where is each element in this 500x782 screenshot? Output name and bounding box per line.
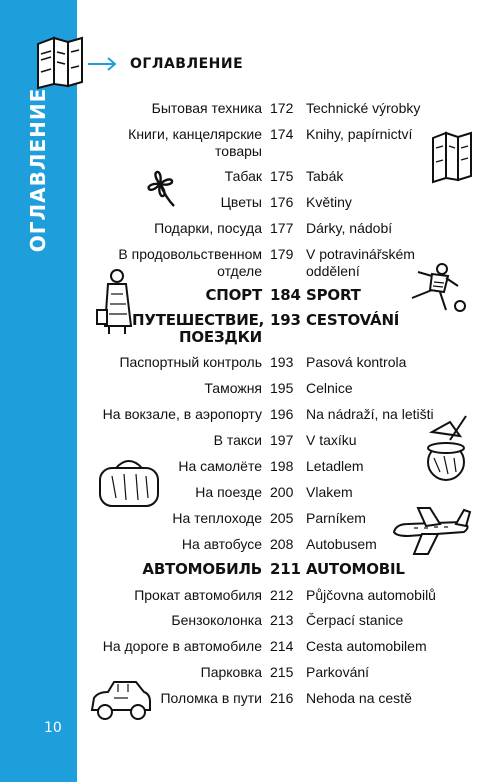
entry-page: 184 (270, 286, 301, 304)
entry-ru: Бензоколонка (171, 612, 262, 628)
arrow-right-icon (88, 56, 120, 72)
entry-page: 193 (270, 354, 294, 370)
entry-cz: Autobusem (306, 536, 377, 552)
entry-ru: В такси (213, 432, 262, 448)
entry-ru: СПОРТ (205, 286, 262, 304)
toc-header: ОГЛАВЛЕНИЕ (130, 56, 244, 72)
entry-page: 179 (270, 246, 294, 262)
entry-page: 198 (270, 458, 294, 474)
soccer-player-icon (392, 262, 470, 320)
entry-cz: Tabák (306, 168, 344, 184)
entry-ru: Поломка в пути (160, 690, 262, 706)
entry-ru: На теплоходе (172, 510, 262, 526)
entry-ru: Паспортный контроль (119, 354, 262, 370)
entry-cz: CESTOVÁNÍ (306, 311, 400, 329)
woman-traveler-icon (93, 268, 137, 336)
entry-cz: Cesta automobilem (306, 638, 427, 654)
entry-cz: V taxíku (306, 432, 357, 448)
entry-ru: Книги, канцелярские товары (128, 126, 262, 159)
entry-ru: В продовольственном отделе (118, 246, 262, 279)
entry-cz: Parníkem (306, 510, 366, 526)
entry-page: 216 (270, 690, 294, 706)
entry-cz: Čerpací stanice (306, 612, 404, 628)
entry-cz: Letadlem (306, 458, 364, 474)
entry-cz: AUTOMOBIL (306, 560, 405, 578)
entry-page: 175 (270, 168, 294, 184)
entry-ru: На автобусе (181, 536, 262, 552)
entry-page: 177 (270, 220, 294, 236)
entry-ru: На самолёте (178, 458, 262, 474)
entry-ru: На вокзале, в аэропорту (102, 406, 262, 422)
entry-cz: Květiny (306, 194, 352, 210)
entry-page: 174 (270, 126, 294, 142)
entry-page: 196 (270, 406, 294, 422)
entry-ru: ПУТЕШЕСТВИЕ, ПОЕЗДКИ (132, 311, 265, 346)
entry-page: 208 (270, 536, 294, 552)
entry-ru: Подарки, посуда (154, 220, 262, 236)
coconut-drink-icon (420, 414, 478, 484)
entry-page: 213 (270, 612, 294, 628)
side-bar (0, 0, 77, 782)
page-number: 10 (44, 720, 62, 736)
entry-ru: Парковка (200, 664, 262, 680)
duffel-bag-icon (96, 454, 162, 512)
entry-page: 214 (270, 638, 294, 654)
entry-page: 195 (270, 380, 294, 396)
entry-ru: Цветы (220, 194, 262, 210)
airplane-icon (388, 498, 474, 558)
entry-ru: Бытовая техника (151, 100, 262, 116)
entry-ru: АВТОМОБИЛЬ (142, 560, 262, 578)
entry-ru: На дороге в автомобиле (102, 638, 262, 654)
entry-cz: Nehoda na cestě (306, 690, 412, 706)
entry-ru: Таможня (204, 380, 262, 396)
entry-cz: Technické výrobky (306, 100, 421, 116)
entry-cz: Na nádraží, na letišti (306, 406, 434, 422)
entry-cz: SPORT (306, 286, 361, 304)
entry-cz: Parkování (306, 664, 370, 680)
entry-page: 211 (270, 560, 301, 578)
books-icon (430, 128, 474, 184)
entry-cz: Celnice (306, 380, 353, 396)
entry-page: 172 (270, 100, 294, 116)
entry-cz: Pasová kontrola (306, 354, 407, 370)
entry-ru: Табак (224, 168, 262, 184)
entry-page: 212 (270, 587, 294, 603)
entry-page: 200 (270, 484, 294, 500)
entry-page: 215 (270, 664, 294, 680)
entry-page: 205 (270, 510, 294, 526)
car-icon (88, 676, 154, 724)
entry-cz: Dárky, nádobí (306, 220, 393, 236)
entry-ru: На поезде (195, 484, 262, 500)
entry-ru: Прокат автомобиля (134, 587, 262, 603)
entry-cz: Půjčovna automobilů (306, 587, 436, 603)
entry-page: 197 (270, 432, 294, 448)
books-icon (34, 32, 86, 90)
clover-icon (138, 164, 184, 208)
sidebar-title: ОГЛАВЛЕНИЕ (26, 87, 50, 253)
entry-cz: Vlakem (306, 484, 353, 500)
entry-page: 193 (270, 311, 301, 329)
entry-page: 176 (270, 194, 294, 210)
entry-cz: V potravinářském oddělení (306, 246, 415, 279)
entry-cz: Knihy, papírnictví (306, 126, 413, 142)
